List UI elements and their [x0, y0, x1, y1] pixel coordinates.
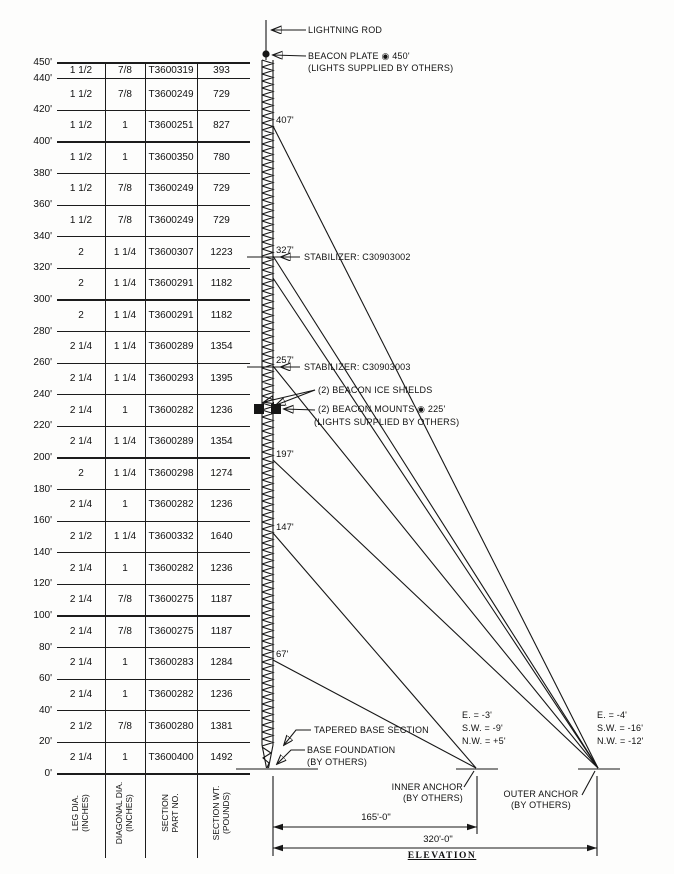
table-cell-diag: 1 1/4 [113, 278, 137, 290]
dimension-320: 320'-0" [423, 834, 453, 845]
height-label: 400' [33, 136, 52, 147]
table-cell-leg: 2 [78, 278, 84, 290]
table-cell-leg: 1 1/2 [69, 88, 93, 100]
stabilizer-lower-label: STABILIZER: C30903003 [304, 362, 411, 372]
table-cell-part: T3600289 [148, 341, 194, 353]
taper-right [269, 745, 274, 768]
height-label: 140' [33, 546, 52, 558]
table-cell-part: T3600293 [148, 373, 194, 384]
beacon-mounts-leader [284, 409, 315, 410]
table-cell-leg: 2 1/4 [69, 657, 93, 669]
table-cell-part: T3600298 [148, 467, 194, 479]
elevation-value: S.W. = -9' [462, 723, 503, 733]
inner-anchor-label [370, 782, 463, 804]
ice-shields-label: (2) BEACON ICE SHIELDS [318, 385, 433, 395]
table-cell-wt: 1354 [210, 436, 233, 448]
table-cell-diag: 1 [122, 404, 128, 416]
table-cell-wt: 1274 [210, 467, 233, 479]
table-cell-diag: 1 1/4 [113, 531, 137, 542]
elevation-value: E. = -4' [597, 710, 628, 720]
beacon-mounts-label: (2) BEACON MOUNTS ◉ 225' [318, 404, 446, 414]
table-cell-wt: 1236 [210, 562, 233, 574]
table-cell-wt: 1381 [210, 720, 233, 732]
height-label: 260' [33, 357, 52, 369]
height-label: 220' [33, 420, 52, 432]
table-cell-diag: 7/8 [118, 88, 132, 100]
height-label: 80' [38, 641, 52, 653]
table-cell-part: T3600249 [148, 215, 194, 226]
beacon-plate-leader [273, 55, 306, 56]
table-cell-part: T3600350 [148, 151, 194, 163]
outer-anchor-leader [582, 771, 595, 795]
table-cell-wt: 1236 [210, 404, 233, 416]
height-label: 240' [33, 388, 52, 400]
table-cell-leg: 2 1/4 [69, 341, 93, 353]
height-label: 100' [33, 610, 52, 621]
table-cell-part: T3600400 [148, 752, 194, 764]
beacon-mount-left [254, 404, 264, 414]
table-cell-leg: 2 [78, 246, 84, 258]
table-cell-wt: 1640 [210, 531, 233, 542]
table-cell-leg: 2 1/2 [69, 720, 93, 732]
lightning-rod-label: LIGHTNING ROD [308, 25, 383, 35]
table-cell-diag: 1 1/4 [113, 246, 137, 258]
table-cell-leg: 2 [78, 467, 84, 479]
table-cell-diag: 7/8 [118, 594, 132, 606]
height-label: 450' [33, 57, 52, 68]
table-cell-diag: 1 [122, 689, 128, 700]
height-label: 200' [33, 452, 52, 463]
table-cell-wt: 1182 [210, 278, 233, 290]
table-cell-wt: 780 [213, 151, 230, 163]
table-cell-leg: 2 1/4 [69, 752, 93, 764]
height-label: 320' [33, 262, 52, 274]
height-label: 20' [38, 736, 52, 748]
elevation-value: N.W. = -12' [597, 736, 644, 746]
guy-attachment-label: 197' [276, 449, 294, 460]
table-cell-diag: 1 [122, 151, 128, 163]
column-header-line: DIAGONAL DIA. [114, 781, 124, 845]
dim-arrow [467, 824, 477, 830]
table-cell-part: T3600332 [148, 531, 194, 542]
table-cell-part: T3600291 [148, 309, 194, 321]
inner-anchor-note: (BY OTHERS) [402, 793, 463, 803]
table-cell-leg: 1 1/2 [69, 120, 93, 132]
guy-attachment-label: 257' [276, 355, 294, 366]
drawing-title: ELEVATION [407, 851, 477, 861]
table-cell-diag: 1 [122, 562, 128, 574]
table-cell-leg: 2 1/4 [69, 562, 93, 574]
table-cell-diag: 1 [122, 120, 128, 132]
table-cell-leg: 2 1/2 [69, 531, 93, 542]
table-cell-wt: 1395 [210, 373, 233, 384]
table-cell-leg: 2 1/4 [69, 436, 93, 448]
table-cell-leg: 1 1/2 [69, 215, 93, 226]
beacon-plate [262, 50, 269, 57]
height-label: 380' [33, 167, 52, 179]
table-cell-wt: 729 [213, 88, 230, 100]
table-cell-diag: 1 [122, 499, 128, 511]
dimension-165: 165'-0" [361, 812, 391, 823]
table-cell-part: T3600282 [148, 404, 194, 416]
table-cell-diag: 1 [122, 752, 128, 764]
column-header-line: (POUNDS) [220, 791, 231, 835]
table-cell-part: T3600282 [148, 562, 194, 574]
table-cell-leg: 2 [78, 309, 84, 321]
table-cell-wt: 1236 [210, 499, 233, 511]
beacon-plate-note: (LIGHTS SUPPLIED BY OTHERS) [308, 63, 454, 73]
table-cell-wt: 1354 [210, 341, 233, 353]
height-label: 180' [33, 483, 52, 495]
elevation-value: N.W. = +5' [462, 736, 506, 746]
table-cell-diag: 1 [122, 657, 128, 669]
table-cell-leg: 2 1/4 [69, 625, 93, 637]
base-foundation-leader [277, 750, 305, 764]
table-cell-wt: 729 [213, 183, 230, 195]
height-label: 160' [33, 515, 52, 527]
table-cell-wt: 1223 [210, 246, 233, 258]
guy-attachment-label: 67' [276, 649, 289, 660]
beacon-plate-label: BEACON PLATE ◉ 450' [308, 51, 410, 61]
height-label: 120' [33, 578, 52, 590]
table-cell-diag: 1 1/4 [113, 373, 137, 384]
tapered-base-label: TAPERED BASE SECTION [314, 725, 429, 735]
table-cell-leg: 2 1/4 [69, 499, 93, 511]
outer-anchor-name: OUTER ANCHOR [503, 789, 579, 799]
table-cell-part: T3600282 [148, 499, 194, 511]
column-header-line: SECTION WT. [210, 785, 221, 841]
table-cell-diag: 7/8 [118, 215, 132, 226]
table-cell-part: T3600291 [148, 278, 194, 290]
height-label: 300' [33, 294, 52, 305]
table-cell-diag: 1 1/4 [113, 436, 137, 448]
inner-anchor-leader [464, 771, 474, 787]
table-cell-wt: 1492 [210, 752, 233, 764]
tapered-base-leader [284, 730, 311, 745]
outer-anchor-note: (BY OTHERS) [510, 800, 572, 810]
height-label: 360' [33, 199, 52, 211]
table-cell-part: T3600282 [148, 689, 194, 700]
elevation-value: E. = -3' [462, 710, 493, 720]
table-cell-wt: 1236 [210, 689, 233, 700]
table-cell-wt: 827 [213, 120, 230, 132]
table-cell-diag: 7/8 [118, 183, 132, 195]
column-header-line: SECTION [160, 794, 170, 832]
table-cell-part: T3600275 [148, 594, 194, 606]
table-cell-part: T3600249 [148, 88, 194, 100]
dim-arrow [273, 845, 283, 851]
base-foundation-label: BASE FOUNDATION [307, 745, 396, 755]
beacon-mounts-note: (LIGHTS SUPPLIED BY OTHERS) [314, 417, 460, 427]
column-header-line: (INCHES) [80, 794, 90, 832]
inner-anchor-name: INNER ANCHOR [391, 782, 463, 792]
table-cell-part: T3600251 [148, 120, 194, 132]
table-cell-diag: 1 1/4 [113, 467, 137, 479]
table-cell-part: T3600307 [148, 246, 194, 258]
table-cell-part: T3600280 [148, 720, 194, 732]
table-cell-leg: 2 1/4 [69, 404, 93, 416]
height-label: 440' [33, 72, 52, 84]
table-cell-wt: 393 [213, 64, 230, 76]
table-cell-leg: 2 1/4 [69, 689, 93, 700]
stabilizer-upper-label: STABILIZER: C30903002 [304, 252, 411, 262]
table-cell-leg: 1 1/2 [69, 151, 93, 163]
table-cell-wt: 1187 [210, 625, 233, 637]
column-header-line: (INCHES) [124, 794, 134, 832]
height-label: 40' [38, 704, 52, 716]
height-label: 60' [38, 673, 52, 685]
table-cell-leg: 1 1/2 [69, 64, 93, 76]
column-header-line: LEG DIA. [70, 795, 80, 831]
base-foundation-note: (BY OTHERS) [307, 757, 368, 767]
table-cell-wt: 729 [213, 215, 230, 226]
elevation-value: S.W. = -16' [597, 723, 644, 733]
guy-wire [273, 256, 598, 768]
height-label: 420' [33, 104, 52, 116]
table-cell-diag: 7/8 [118, 625, 132, 637]
table-cell-diag: 7/8 [118, 64, 132, 76]
table-cell-part: T3600283 [148, 657, 194, 669]
dim-arrow [273, 824, 283, 830]
guy-attachment-label: 327' [276, 245, 294, 256]
height-label: 0' [44, 768, 52, 779]
table-cell-part: T3600249 [148, 183, 194, 195]
table-cell-part: T3600319 [148, 64, 194, 76]
guy-wires [273, 126, 598, 768]
table-cell-part: T3600289 [148, 436, 194, 448]
guy-wire [273, 278, 598, 768]
guy-attachment-label: 147' [276, 522, 294, 533]
table-cell-wt: 1182 [210, 309, 233, 321]
outer-anchor-elevations [597, 709, 644, 748]
inner-anchor-elevations [462, 709, 506, 748]
table-cell-diag: 1 1/4 [113, 341, 137, 353]
column-header-line: PART NO. [170, 793, 180, 833]
table-cell-leg: 2 1/4 [69, 594, 93, 606]
dim-arrow [587, 845, 597, 851]
table-cell-part: T3600275 [148, 625, 194, 637]
table-cell-leg: 1 1/2 [69, 183, 93, 195]
table-cell-wt: 1187 [210, 594, 233, 606]
guy-attachment-label: 407' [276, 115, 294, 126]
table-cell-leg: 2 1/4 [69, 373, 93, 384]
table-cell-diag: 1 1/4 [113, 309, 137, 321]
beacon-mount-right [271, 404, 281, 414]
height-label: 280' [33, 325, 52, 337]
table-cell-diag: 7/8 [118, 720, 132, 732]
table-cell-wt: 1284 [210, 657, 233, 669]
height-label: 340' [33, 230, 52, 242]
tower-lattice [262, 60, 273, 746]
outer-anchor-label [500, 789, 582, 811]
guy-wire [273, 126, 598, 768]
